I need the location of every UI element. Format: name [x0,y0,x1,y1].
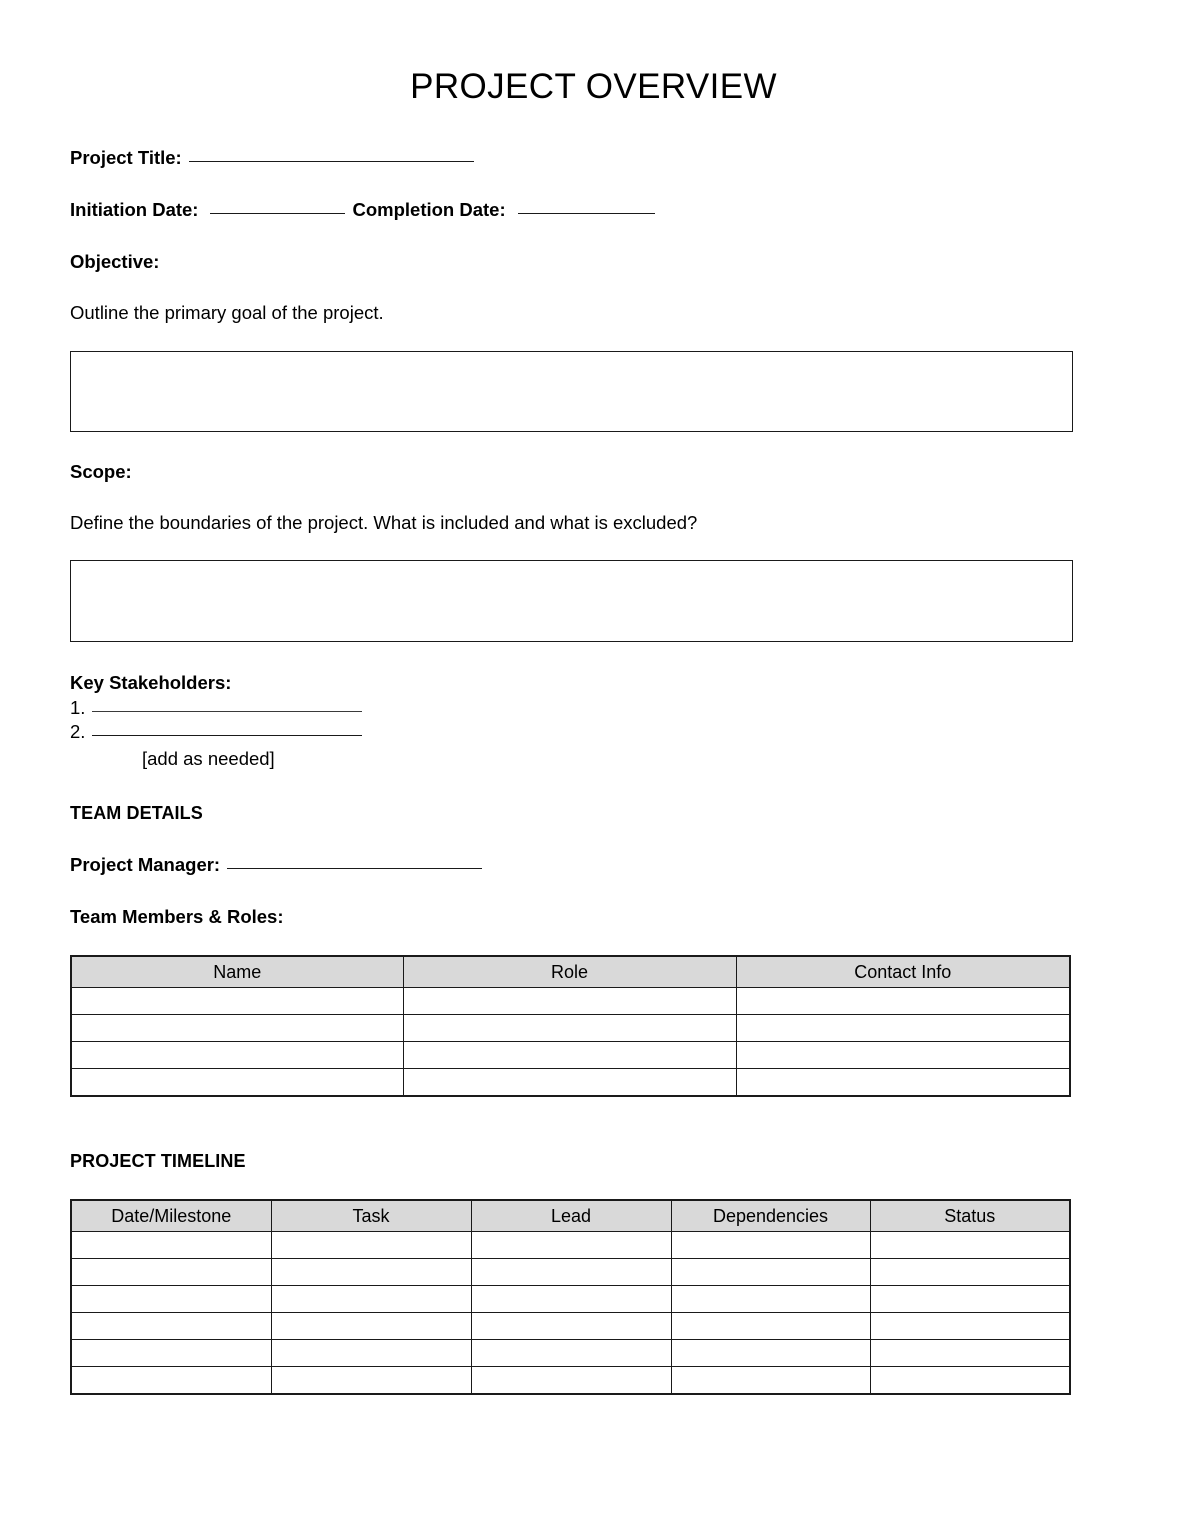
table-cell[interactable] [870,1286,1070,1313]
objective-instruction: Outline the primary goal of the project. [70,302,384,323]
column-header: Lead [471,1200,671,1232]
project-title-input-line[interactable] [189,161,474,162]
table-cell[interactable] [71,1015,403,1042]
table-cell[interactable] [71,1313,271,1340]
column-header: Task [271,1200,471,1232]
timeline-table-body[interactable] [71,1232,1070,1395]
stakeholder-number-2: 2. [70,721,86,742]
objective-instruction-row [70,301,384,325]
initiation-date-label: Initiation Date: [70,199,199,220]
table-cell[interactable] [671,1232,870,1259]
completion-date-label: Completion Date: [352,199,506,220]
table-row[interactable] [71,1340,1070,1367]
table-cell[interactable] [870,1367,1070,1395]
table-cell[interactable] [471,1286,671,1313]
table-cell[interactable] [870,1259,1070,1286]
table-cell[interactable] [403,1015,736,1042]
table-cell[interactable] [71,1042,403,1069]
initiation-date-input-line[interactable] [210,213,345,214]
team-details-heading: TEAM DETAILS [70,803,203,823]
column-header: Status [870,1200,1070,1232]
table-row[interactable] [71,1367,1070,1395]
table-row[interactable] [71,1232,1070,1259]
table-cell[interactable] [671,1313,870,1340]
column-header: Role [403,956,736,988]
table-cell[interactable] [471,1340,671,1367]
table-cell[interactable] [471,1232,671,1259]
team-members-label-row [70,905,284,929]
completion-date-input-line[interactable] [518,213,655,214]
table-cell[interactable] [271,1367,471,1395]
table-cell[interactable] [71,1232,271,1259]
table-cell[interactable] [671,1340,870,1367]
project-timeline-heading: PROJECT TIMELINE [70,1151,246,1171]
table-cell[interactable] [71,1259,271,1286]
timeline-table-header [71,1200,1070,1232]
table-cell[interactable] [271,1313,471,1340]
table-cell[interactable] [870,1232,1070,1259]
table-cell[interactable] [271,1340,471,1367]
table-cell[interactable] [71,1286,271,1313]
scope-heading: Scope: [70,461,132,482]
column-header: Dependencies [671,1200,870,1232]
stakeholders-heading: Key Stakeholders: [70,672,232,693]
table-cell[interactable] [271,1232,471,1259]
project-title-row [70,146,474,170]
team-members-table[interactable] [70,955,1071,1097]
scope-instruction-row [70,511,697,535]
objective-heading-row [70,250,159,274]
objective-heading: Objective: [70,251,160,272]
table-cell[interactable] [471,1259,671,1286]
table-row[interactable] [71,988,1070,1015]
table-cell[interactable] [471,1367,671,1395]
table-cell[interactable] [671,1367,870,1395]
table-cell[interactable] [403,988,736,1015]
table-cell[interactable] [736,1015,1070,1042]
table-cell[interactable] [403,1042,736,1069]
table-cell[interactable] [271,1286,471,1313]
table-header-row [71,1200,1070,1232]
stakeholder-input-line-2[interactable] [92,735,362,736]
table-cell[interactable] [71,1340,271,1367]
table-cell[interactable] [671,1259,870,1286]
table-cell[interactable] [71,1367,271,1395]
table-row[interactable] [71,1313,1070,1340]
table-cell[interactable] [870,1340,1070,1367]
column-header: Name [71,956,403,988]
table-row[interactable] [71,1259,1070,1286]
table-cell[interactable] [271,1259,471,1286]
project-timeline-table[interactable] [70,1199,1071,1395]
table-cell[interactable] [736,1042,1070,1069]
table-cell[interactable] [71,1069,403,1097]
project-manager-label: Project Manager: [70,854,221,875]
table-cell[interactable] [870,1313,1070,1340]
table-row[interactable] [71,1069,1070,1097]
table-cell[interactable] [403,1069,736,1097]
objective-answer-box[interactable] [70,351,1073,432]
stakeholders-add-note: [add as needed] [142,748,275,769]
dates-row [70,198,655,222]
page-title: PROJECT OVERVIEW [410,67,777,106]
project-title-label: Project Title: [70,147,182,168]
scope-instruction: Define the boundaries of the project. What is included and what is excluded? [70,512,698,533]
table-cell[interactable] [736,1069,1070,1097]
team-table-header [71,956,1070,988]
table-cell[interactable] [471,1313,671,1340]
scope-answer-box[interactable] [70,560,1073,642]
project-manager-input-line[interactable] [227,868,482,869]
team-members-label: Team Members & Roles: [70,906,284,927]
stakeholder-item-1 [70,697,362,719]
table-row[interactable] [71,1042,1070,1069]
stakeholder-item-2 [70,721,362,743]
team-table-body[interactable] [71,988,1070,1097]
table-row[interactable] [71,1015,1070,1042]
table-header-row [71,956,1070,988]
table-cell[interactable] [736,988,1070,1015]
table-row[interactable] [71,1286,1070,1313]
table-cell[interactable] [671,1286,870,1313]
column-header: Contact Info [736,956,1070,988]
stakeholders-heading-row [70,671,231,695]
scope-heading-row [70,460,132,484]
stakeholder-number-1: 1. [70,697,86,718]
table-cell[interactable] [71,988,403,1015]
project-manager-row [70,853,482,877]
column-header: Date/Milestone [71,1200,271,1232]
stakeholder-input-line-1[interactable] [92,711,362,712]
